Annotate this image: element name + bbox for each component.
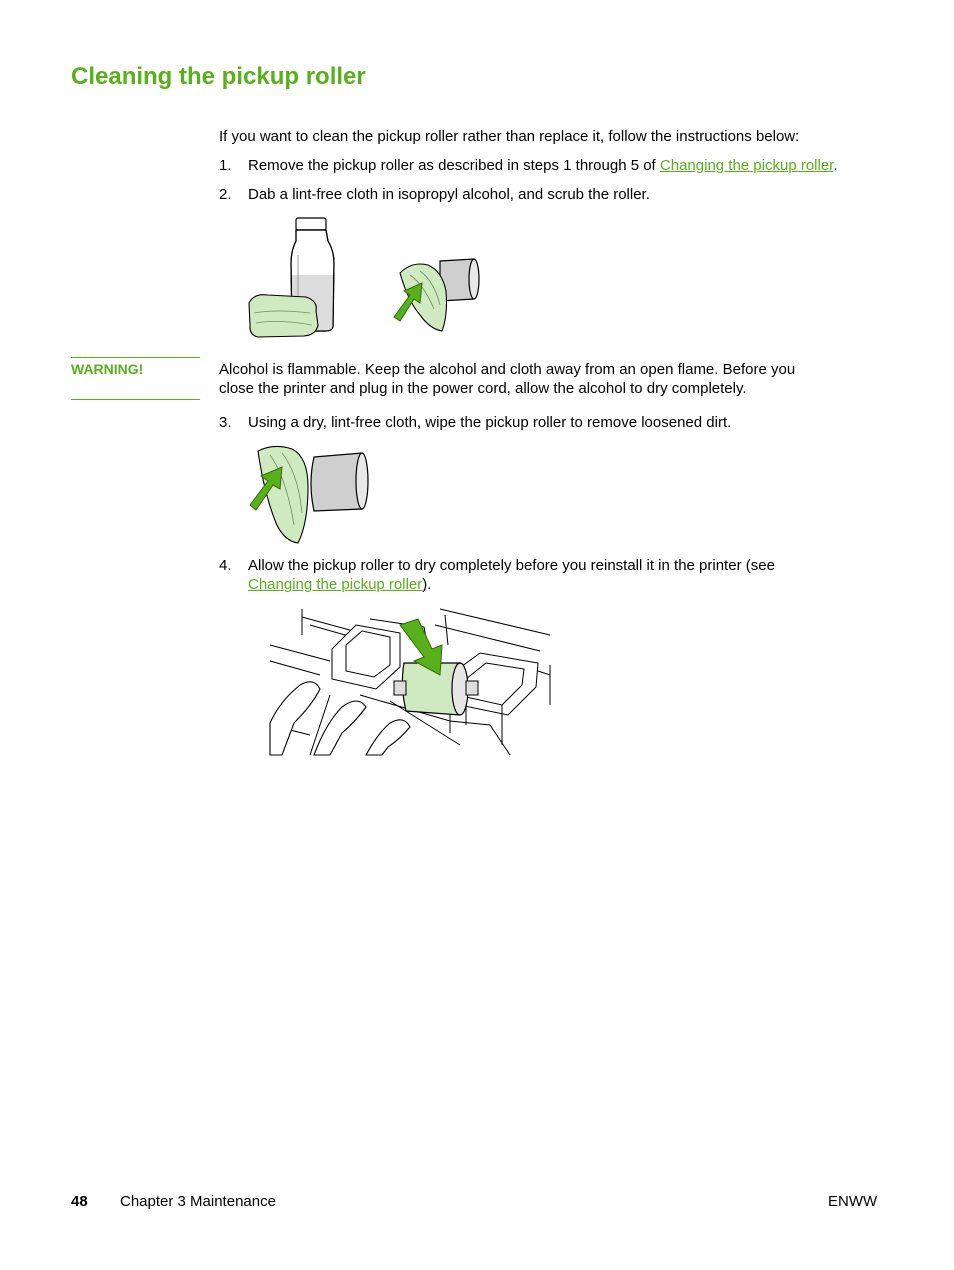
step-1-text-before: Remove the pickup roller as described in steps 1 through 5 of — [248, 157, 660, 174]
step-4-number: 4. — [219, 557, 232, 574]
warning-label: WARNING! — [71, 361, 144, 377]
warning-bottom-rule — [71, 399, 200, 400]
step-4-text-line-2 — [248, 575, 431, 594]
warning-text-line-1: Alcohol is flammable. Keep the alcohol and cloth away from an open flame. Before you — [219, 361, 796, 378]
step-2-number: 2. — [219, 186, 232, 203]
step-1-number: 1. — [219, 157, 232, 174]
warning-top-rule — [71, 357, 200, 358]
changing-pickup-roller-link[interactable]: Changing the pickup roller — [248, 576, 423, 593]
printer-reinstall-illustration — [270, 605, 552, 755]
wipe-roller-illustration — [248, 443, 373, 545]
step-4-text-after: ). — [422, 576, 432, 593]
footer-chapter: Chapter 3 Maintenance — [120, 1193, 276, 1210]
step-3-text: Using a dry, lint-free cloth, wipe the pickup roller to remove loosened dirt. — [248, 414, 732, 431]
step-4-text-line-1: Allow the pickup roller to dry completely before you reinstall it in the printer (see — [248, 557, 775, 574]
footer-enww: ENWW — [828, 1193, 878, 1210]
page-number: 48 — [71, 1193, 88, 1210]
intro-text: If you want to clean the pickup roller rather than replace it, follow the instructions below: — [219, 128, 800, 145]
step-1-text — [248, 156, 838, 175]
changing-pickup-roller-link[interactable]: Changing the pickup roller — [659, 157, 834, 174]
step-2-text: Dab a lint-free cloth in isopropyl alcohol, and scrub the roller. — [248, 186, 650, 203]
step-1-text-after: . — [833, 157, 838, 174]
warning-text-line-2: close the printer and plug in the power cord, allow the alcohol to dry completely. — [219, 380, 747, 397]
scrub-roller-illustration — [390, 255, 485, 335]
green-arrow-icon — [394, 283, 422, 321]
step-3-number: 3. — [219, 414, 232, 431]
alcohol-bottle-illustration — [246, 215, 341, 340]
page-title: Cleaning the pickup roller — [71, 63, 366, 90]
